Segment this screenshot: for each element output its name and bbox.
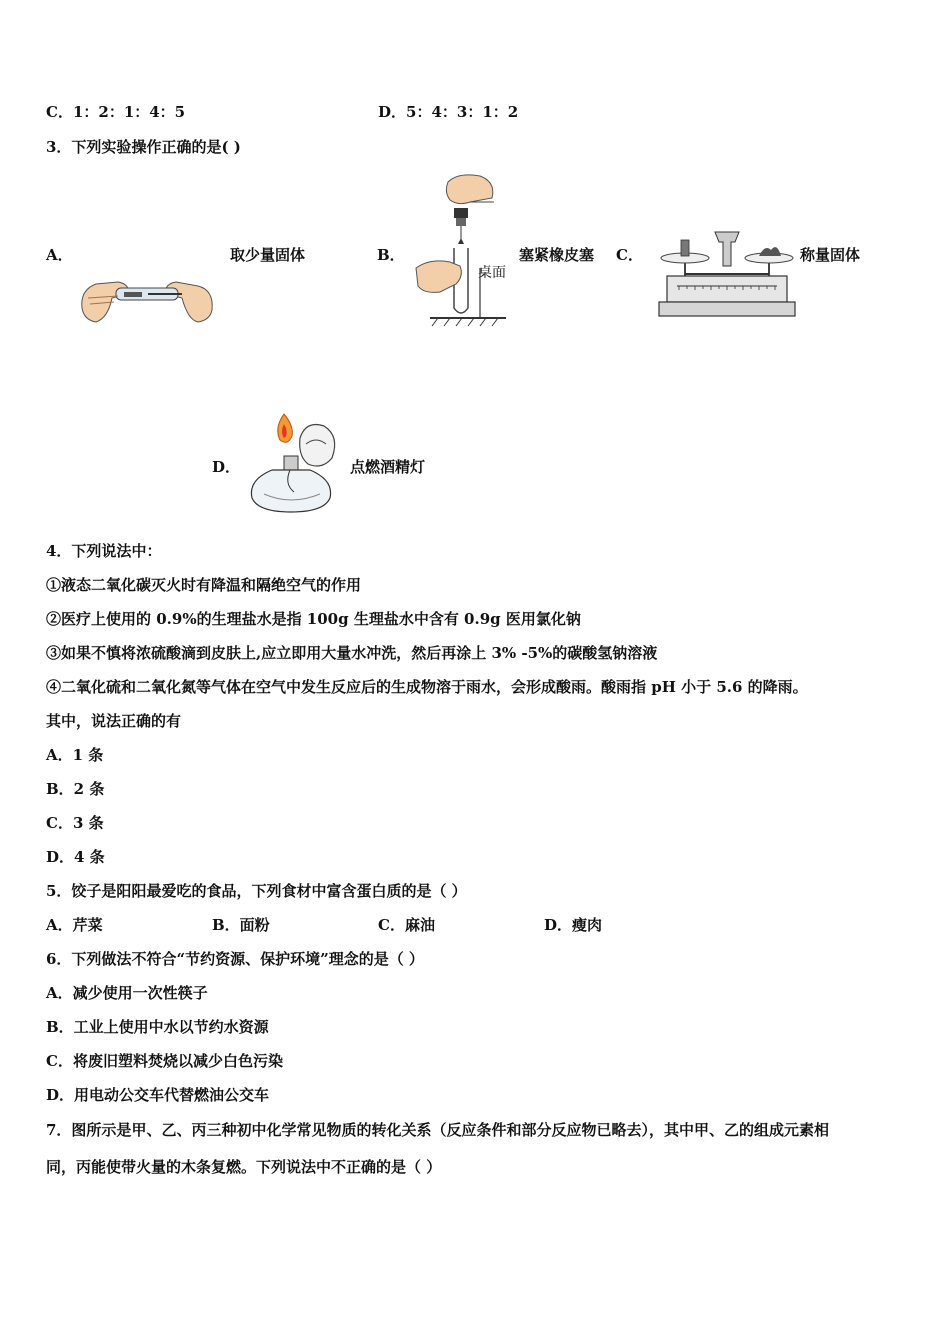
q3-option-c-caption: 称量固体 <box>800 246 861 264</box>
balance-scale-icon <box>657 226 797 321</box>
q4-statement-2: ②医疗上使用的 0.9%的生理盐水是指 100g 生理盐水中含有 0.9g 医用氯化钠 <box>46 610 581 628</box>
q4-statement-4: ④二氧化硫和二氧化氮等气体在空气中发生反应后的生成物溶于雨水，会形成酸雨。酸雨指 pH 小于 5.6 的降雨。 <box>46 678 808 696</box>
hands-test-tube-icon <box>78 268 216 326</box>
q6-option-a: A．减少使用一次性筷子 <box>46 984 208 1002</box>
q5-stem: 5．饺子是阳阳最爱吃的食品，下列食材中富含蛋白质的是（ ） <box>46 882 467 900</box>
q5-option-d: D．瘦肉 <box>544 916 603 934</box>
q4-option-d: D．4 条 <box>46 848 105 866</box>
q7-stem-line-2: 同，丙能使带火量的木条复燃。下列说法中不正确的是（ ） <box>46 1158 442 1176</box>
q3-option-d-letter: D． <box>212 458 241 476</box>
q5-option-b: B．面粉 <box>212 916 270 934</box>
q5-option-a: A．芹菜 <box>46 916 103 934</box>
q4-option-a: A．1 条 <box>46 746 104 764</box>
q3-option-d-caption: 点燃酒精灯 <box>350 458 426 476</box>
q3-option-a-caption: 取少量固体 <box>230 246 306 264</box>
q4-statement-1: ①液态二氧化碳灭火时有降温和隔绝空气的作用 <box>46 576 362 594</box>
q3-option-a-letter: A． <box>46 246 73 264</box>
q6-option-b: B．工业上使用中水以节约水资源 <box>46 1018 269 1036</box>
q4-statement-3: ③如果不慎将浓硫酸滴到皮肤上,应立即用大量水冲洗，然后再涂上 3% -5%的碳酸氢钠溶液 <box>46 644 658 662</box>
test-tube-stopper-icon <box>410 172 510 327</box>
q3-option-b-desk-label: 桌面 <box>478 265 506 281</box>
q7-stem-line-1: 7．图所示是甲、乙、丙三种初中化学常见物质的转化关系（反应条件和部分反应物已略去），其中甲、乙的组成元素相 <box>46 1121 829 1139</box>
alcohol-lamp-icon <box>244 410 344 520</box>
q6-stem: 6．下列做法不符合“节约资源、保护环境”理念的是（ ） <box>46 950 424 968</box>
q4-stem: 4．下列说法中： <box>46 542 162 560</box>
q6-option-d: D．用电动公交车代替燃油公交车 <box>46 1086 270 1104</box>
q6-option-c: C．将废旧塑料焚烧以减少白色污染 <box>46 1052 283 1070</box>
q5-option-c: C．麻油 <box>378 916 435 934</box>
q3-option-b-caption: 塞紧橡皮塞 <box>519 246 595 264</box>
q3-option-b-letter: B． <box>377 246 405 264</box>
q2-option-d: D．5：4：3：1：2 <box>378 103 519 121</box>
q4-question: 其中，说法正确的有 <box>46 712 182 730</box>
q3-stem: 3．下列实验操作正确的是( ) <box>46 138 241 156</box>
q4-option-c: C．3 条 <box>46 814 104 832</box>
q4-option-b: B．2 条 <box>46 780 105 798</box>
q2-option-c: C．1：2：1：4：5 <box>46 103 186 121</box>
q3-option-c-letter: C． <box>616 246 643 264</box>
